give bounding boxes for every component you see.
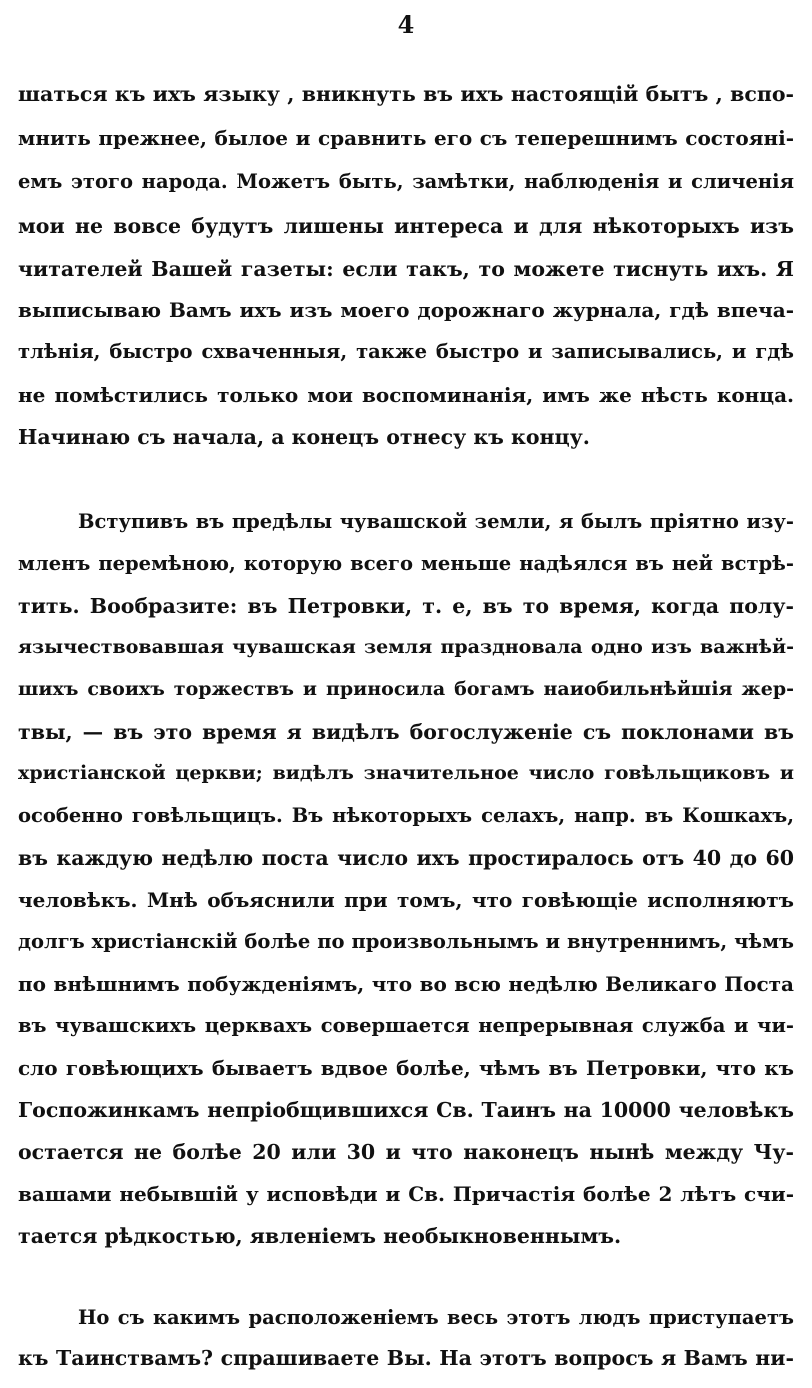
paragraph-1-line-1: шаться къ ихъ языку , вникнуть въ ихъ настоящій бытъ , вспо- (18, 82, 794, 106)
paragraph-1-line-6: выписываю Вамъ ихъ изъ моего дорожнаго журнала, гдѣ впеча- (18, 298, 794, 322)
paragraph-2-line-12: по внѣшнимъ побужденіямъ, что во всю недѣлю Великаго Поста (18, 972, 794, 996)
paragraph-1-line-8: не помѣстились только мои воспоминанія, имъ же нѣсть конца. (18, 383, 794, 407)
paragraph-1-line-9: Начинаю съ начала, а конецъ отнесу къ концу. (18, 425, 590, 449)
paragraph-2-line-16: остается не болѣе 20 или 30 и что наконецъ нынѣ между Чу- (18, 1140, 794, 1164)
paragraph-2-line-14: сло говѣющихъ бываетъ вдвое болѣе, чѣмъ въ Петровки, что къ (18, 1056, 794, 1080)
paragraph-3-line-2: къ Таинствамъ? спрашиваете Вы. На этотъ вопросъ я Вамъ ни- (18, 1346, 794, 1370)
paragraph-2-line-9: въ каждую недѣлю поста число ихъ простиралось отъ 40 до 60 (18, 846, 794, 870)
paragraph-2-line-6: твы, — въ это время я видѣлъ богослуженіе съ поклонами въ (18, 720, 794, 744)
paragraph-2-line-10: человѣкъ. Мнѣ объяснили при томъ, что говѣющіе исполняютъ (18, 888, 794, 912)
paragraph-2-line-18: тается рѣдкостью, явленіемъ необыкновеннымъ. (18, 1224, 622, 1248)
paragraph-1-line-5: читателей Вашей газеты: если такъ, то можете тиснуть ихъ. Я (18, 257, 794, 281)
paragraph-1-line-4: мои не вовсе будутъ лишены интереса и для нѣкоторыхъ изъ (18, 214, 794, 238)
paragraph-2-line-17: вашами небывшій у исповѣди и Св. Причастія болѣе 2 лѣтъ счи- (18, 1182, 794, 1206)
paragraph-2-line-15: Госпожинкамъ непріобщившихся Св. Таинъ на 10000 человѣкъ (18, 1098, 794, 1122)
paragraph-2-line-8: особенно говѣльщицъ. Въ нѣкоторыхъ селахъ, напр. въ Кошкахъ, (18, 804, 794, 827)
page-number: 4 (397, 10, 415, 39)
paragraph-2-line-4: язычествовавшая чувашская земля праздновала одно изъ важнѣй- (18, 636, 794, 658)
paragraph-1-line-7: тлѣнія, быстро схваченныя, также быстро и записывались, и гдѣ (18, 340, 794, 363)
paragraph-1-line-2: мнить прежнее, былое и сравнить его съ теперешнимъ состояні- (18, 126, 794, 150)
paragraph-2-line-1: Вступивъ въ предѣлы чувашской земли, я былъ пріятно изу- (78, 510, 794, 533)
paragraph-2-line-11: долгъ христіанскій болѣе по произвольнымъ и внутреннимъ, чѣмъ (18, 930, 794, 953)
paragraph-2-line-13: въ чувашскихъ церквахъ совершается непрерывная служба и чи- (18, 1014, 794, 1037)
paragraph-1-line-3: емъ этого народа. Можетъ быть, замѣтки, наблюденія и сличенія (18, 170, 794, 193)
paragraph-2-line-3: тить. Вообразите: въ Петровки, т. е, въ то время, когда полу- (18, 594, 794, 618)
paragraph-3-line-1: Но съ какимъ расположеніемъ весь этотъ людъ приступаетъ (78, 1306, 794, 1329)
paragraph-2-line-7: христіанской церкви; видѣлъ значительное число говѣльщиковъ и (18, 762, 794, 784)
paragraph-2-line-5: шихъ своихъ торжествъ и приносила богамъ наиобильнѣйшія жер- (18, 678, 794, 700)
paragraph-2-line-2: мленъ перемѣною, которую всего меньше надѣялся въ ней встрѣ- (18, 552, 794, 575)
